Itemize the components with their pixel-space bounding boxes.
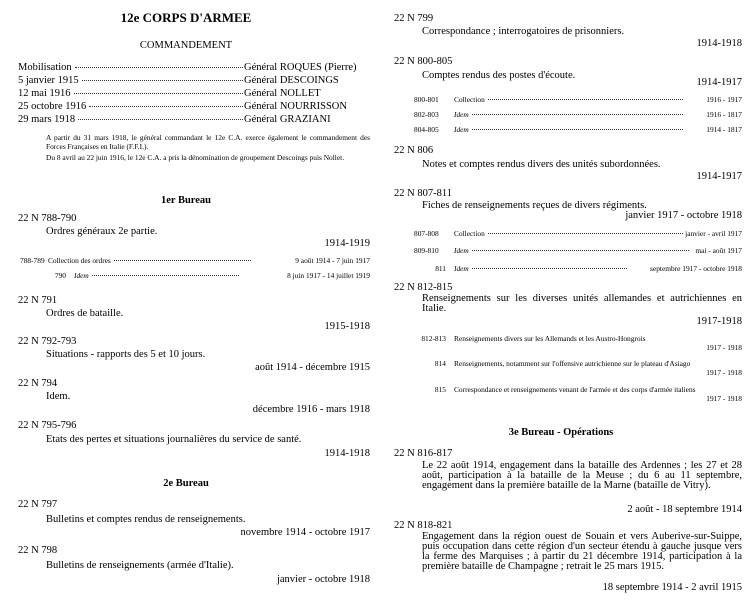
sub-label: Renseignements divers sur les Allemands et les Austro-Hongrois bbox=[454, 334, 646, 343]
entry-code: 22 N 799 bbox=[394, 13, 434, 24]
entry-date: 1914-1918 bbox=[696, 38, 742, 49]
entry-desc: Correspondance ; interrogatoires de prisonniers. bbox=[422, 26, 625, 37]
entry-code: 22 N 812-815 bbox=[394, 282, 453, 293]
sub-code: 807-808 bbox=[414, 229, 439, 238]
sub-row: Idem bbox=[454, 125, 686, 134]
sub-date: 1916 - 1817 bbox=[706, 110, 742, 119]
sub-row: Collection bbox=[454, 95, 686, 104]
sub-code: 788-789 bbox=[20, 256, 45, 265]
entry-date: 2 août - 18 septembre 1914 bbox=[627, 504, 742, 515]
entry-code: 22 N 818-821 bbox=[394, 520, 453, 531]
entry-desc: Idem. bbox=[46, 391, 71, 402]
entry-date: 1915-1918 bbox=[324, 321, 370, 332]
entry-code: 22 N 797 bbox=[18, 499, 58, 510]
bureau-2-heading: 2e Bureau bbox=[163, 478, 209, 489]
commander-row: 25 octobre 1916 bbox=[18, 101, 246, 112]
entry-code: 22 N 806 bbox=[394, 145, 434, 156]
entry-date: 1914-1919 bbox=[324, 238, 370, 249]
entry-code: 22 N 788-790 bbox=[18, 213, 77, 224]
sub-code: 790 bbox=[54, 271, 66, 280]
sub-date: 9 août 1914 - 7 juin 1917 bbox=[295, 256, 370, 265]
entry-desc: Ordres de bataille. bbox=[46, 308, 124, 319]
entry-desc: Ordres généraux 2e partie. bbox=[46, 226, 158, 237]
entry-code: 22 N 794 bbox=[18, 378, 58, 389]
commander-name: Général GRAZIANI bbox=[244, 114, 331, 125]
entry-date: janvier - octobre 1918 bbox=[276, 574, 370, 585]
sub-date: janvier - avril 1917 bbox=[685, 229, 742, 238]
commander-name: Général ROQUES (Pierre) bbox=[244, 62, 357, 73]
entry-desc: Fiches de renseignements reçues de divers régiments. bbox=[422, 200, 647, 211]
sub-row: Idem bbox=[454, 246, 692, 255]
sub-code: 814 bbox=[434, 359, 446, 368]
bureau-1-heading: 1er Bureau bbox=[160, 195, 212, 206]
entry-date: 1914-1918 bbox=[324, 448, 370, 459]
commander-name: Général NOLLET bbox=[244, 88, 321, 99]
sub-row: Collection des ordres bbox=[48, 256, 254, 265]
entry-date: 1917-1918 bbox=[696, 316, 742, 327]
sub-code: 804-805 bbox=[414, 125, 439, 134]
sub-row: Collection bbox=[454, 229, 686, 238]
sub-code: 811 bbox=[435, 264, 446, 273]
entry-code: 22 N 795-796 bbox=[18, 420, 77, 431]
entry-desc: Le 22 août 1914, engagement dans la bataille des Ardennes ; les 27 et 28 août, participation à la bataille de la Meuse ; du 6 au 11 septembre, engagement dans la première bataille de la Marne (bataille de Vitry). bbox=[422, 460, 742, 491]
sub-date: 1917 - 1918 bbox=[706, 343, 742, 352]
sub-row: Idem bbox=[74, 271, 242, 280]
commander-name: Général NOURRISSON bbox=[244, 101, 347, 112]
sub-date: 8 juin 1917 - 14 juillet 1919 bbox=[287, 271, 370, 280]
entry-date: novembre 1914 - octobre 1917 bbox=[240, 527, 370, 538]
sub-label: Correspondance et renseignements venant de l'armée et des corps d'armée italiens bbox=[454, 385, 696, 394]
sub-date: septembre 1917 - octobre 1918 bbox=[650, 264, 742, 273]
sub-label: Renseignements, notamment sur l'offensive autrichienne sur le plateau d'Asiago bbox=[454, 359, 691, 368]
entry-date: août 1914 - décembre 1915 bbox=[255, 362, 370, 373]
entry-date: décembre 1916 - mars 1918 bbox=[252, 404, 370, 415]
entry-desc: Renseignements sur les diverses unités allemandes et autrichiennes en Italie. bbox=[422, 293, 742, 314]
entry-date: 18 septembre 1914 - 2 avril 1915 bbox=[602, 582, 742, 593]
commander-row: Mobilisation bbox=[18, 62, 246, 73]
sub-code: 812-813 bbox=[421, 334, 446, 343]
entry-date: 1914-1917 bbox=[696, 77, 742, 88]
sub-code: 809-810 bbox=[414, 246, 439, 255]
sub-code: 815 bbox=[434, 385, 446, 394]
sub-date: mai - août 1917 bbox=[695, 246, 742, 255]
entry-date: janvier 1917 - octobre 1918 bbox=[625, 210, 742, 221]
sub-date: 1917 - 1918 bbox=[706, 394, 742, 403]
entry-desc: Situations - rapports des 5 et 10 jours. bbox=[46, 349, 206, 360]
commander-name: Général DESCOINGS bbox=[244, 75, 339, 86]
commander-row: 5 janvier 1915 bbox=[18, 75, 246, 86]
note-groupement: Du 8 avril au 22 juin 1916, le 12e C.A. a pris la dénomination de groupement Descoings puis Nollet. bbox=[46, 153, 345, 162]
sub-date: 1914 - 1817 bbox=[706, 125, 742, 134]
entry-desc: Comptes rendus des postes d'écoute. bbox=[422, 70, 576, 81]
sub-row: Idem bbox=[454, 110, 686, 119]
entry-date: 1914-1917 bbox=[696, 171, 742, 182]
entry-code: 22 N 807-811 bbox=[394, 188, 452, 199]
sub-date: 1916 - 1917 bbox=[706, 95, 742, 104]
sub-date: 1917 - 1918 bbox=[706, 368, 742, 377]
sub-row: Idem bbox=[454, 264, 630, 273]
entry-desc: Notes et comptes rendus divers des unités subordonnées. bbox=[422, 159, 661, 170]
entry-desc: Bulletins et comptes rendus de renseignements. bbox=[46, 514, 246, 525]
note-ffi: A partir du 31 mars 1918, le général commandant le 12e C.A. exerce également le commandement des Forces Françaises en Italie (F.F.I.). bbox=[46, 133, 370, 151]
entry-code: 22 N 792-793 bbox=[18, 336, 77, 347]
entry-code: 22 N 800-805 bbox=[394, 56, 453, 67]
commander-row: 29 mars 1918 bbox=[18, 114, 246, 125]
entry-code: 22 N 816-817 bbox=[394, 448, 453, 459]
section-commandement: COMMANDEMENT bbox=[139, 40, 233, 51]
bureau-3-heading: 3e Bureau - Opérations bbox=[508, 427, 614, 438]
entry-code: 22 N 798 bbox=[18, 545, 58, 556]
entry-desc: Engagement dans la région ouest de Souain et vers Auberive-sur-Suippe, puis occupation dans cette région d'un secteur étendu à gauche jusque vers la ferme des Marquises ; à partir du 21 décembre 1914, participation à la première bataille de Champagne ; retrait le 25 mars 1915. bbox=[422, 531, 742, 572]
sub-code: 800-801 bbox=[414, 95, 439, 104]
entry-desc: Etats des pertes et situations journalières du service de santé. bbox=[46, 434, 302, 445]
entry-desc: Bulletins de renseignements (armée d'Italie). bbox=[46, 560, 234, 571]
sub-code: 802-803 bbox=[414, 110, 439, 119]
commander-row: 12 mai 1916 bbox=[18, 88, 246, 99]
entry-code: 22 N 791 bbox=[18, 295, 58, 306]
corps-title: 12e CORPS D'ARMEE bbox=[120, 10, 252, 25]
